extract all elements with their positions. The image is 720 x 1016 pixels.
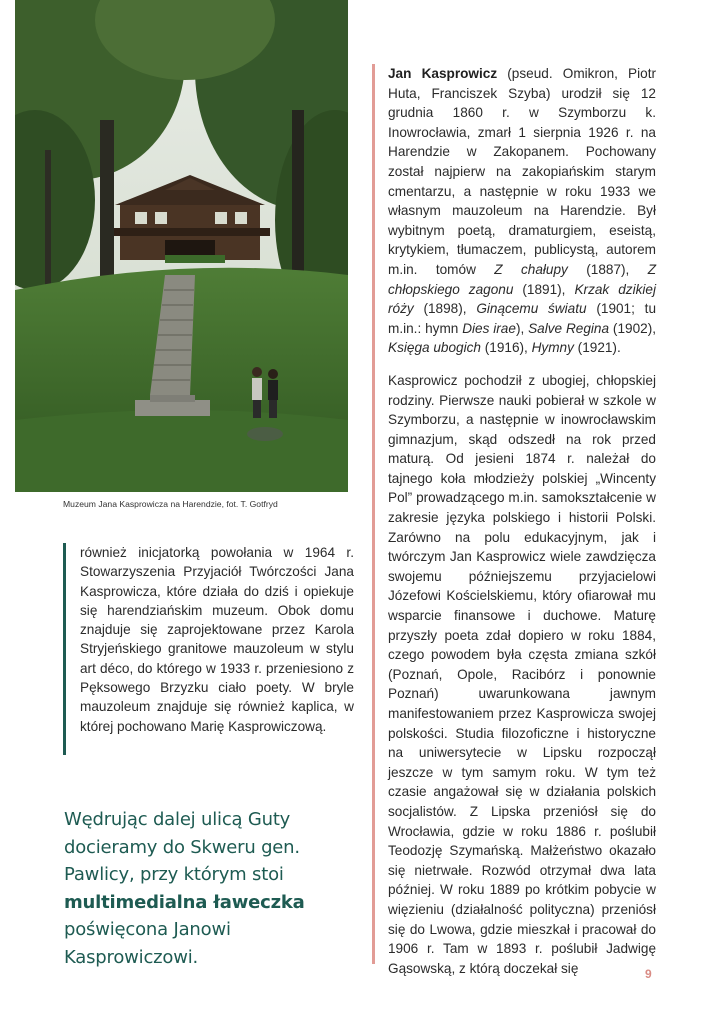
text-span: (pseud. Omikron, Piotr Huta, Franciszek Szyba) urodził się 12 grudnia 1860 r. w Szymborzu k. Inowrocławia, zmarł 1 sierpnia 1926 r. na Harendzie w Zakopanem. Pochowany został najpierw na zakopiańskim starym cmentarzu, a następnie w roku 1933 we własnym mauzoleum na Harendzie. Był wybitnym poetą, dramaturgiem, eseistą, krytykiem, tłumaczem, publicystą, autorem m.in. tomów	[388, 66, 656, 277]
book-title: Hymny	[531, 340, 574, 356]
left-paragraph: również inicjatorką powołania w 1964 r. Stowarzyszenia Przyjaciół Twórczości Jana Kasprowicza, które działa do dziś i opiekuje się harendziańskim muzeum. Obok domu znajduje się zaprojektowane przez Karola Stryjeńskiego granitowe mauzoleum w stylu art déco, do którego w 1933 r. przeniesiono z Pęksowego Brzyzku ciało poety. W bryle mauzoleum znajduje się również kaplica, w której pochowano Marię Kasprowiczową.	[80, 545, 354, 734]
right-accent-bar	[372, 64, 375, 964]
text-span: (1901; tu m.in.: hymn	[388, 301, 657, 336]
quote-bold: multimedialna ławeczka	[64, 891, 305, 913]
book-title: Z chałupy	[494, 261, 568, 277]
text-span: (1916),	[480, 340, 532, 356]
right-column-text	[388, 64, 656, 991]
book-title: Ginącemu światu	[476, 301, 587, 317]
biography-paragraph-1	[388, 64, 656, 358]
biography-paragraph-2: Kasprowicz pochodził z ubogiej, chłopskiej rodziny. Pierwsze nauki pobierał w szkole w Szymborzu, a następnie w inowrocławskim gimnazjum, skąd odszedł na rok przed maturą. Od jesieni 1874 r. należał do tajnego koła młodzieży polskiej „Wincenty Pol” prowadzącego m.in. samokształcenie w zakresie języka polskiego i historii Polski. Zarówno na polu edukacyjnym, jak i twórczym Jan Kasprowicz wiele zawdzięcza swojemu późniejszemu przyjacielowi Józefowi Kościelskiemu, który ofiarował mu wsparcie finansowe i duchowe. Maturę przyszły poeta zdał dopiero w roku 1884, czego powodem była częsta zmiana szkół (Poznań, Opole, Racibórz i ponownie Poznań) uwarunkowana jawnym manifestowaniem przez Kasprowicza swojej polskości. Studia filozoficzne i historyczne na uniwersytecie w Lipsku rozpoczął jeszcze w tym samym roku. W tym też czasie angażował się w działania polskich socjalistów. Z Lipska przeniósł się do Wrocławia, gdzie w roku 1886 r. poślubił Teodozję Szymańską. Małżeństwo okazało się nietrwałe. Rozwód otrzymał dwa lata później. W roku 1889 po krótkim pobycie w więzieniu (działalność polityczna) przeniósł się do Lwowa, gdzie mieszkał i pracował do 1906 r. Tam w 1893 r. poślubił Jadwigę Gąsowską, z którą doczekał się	[388, 372, 656, 976]
author-name: Jan Kasprowicz	[388, 66, 498, 81]
text-span: (1902),	[609, 320, 656, 336]
text-span: (1887),	[567, 261, 648, 277]
museum-photo	[15, 0, 348, 492]
text-span: (1891),	[513, 281, 575, 297]
text-span: ),	[515, 320, 529, 336]
text-span: (1898),	[413, 301, 477, 317]
quote-text-2: poświęcona Janowi Kasprowiczowi.	[64, 919, 231, 968]
photo-caption: Muzeum Jana Kasprowicza na Harendzie, fot. T. Gotfryd	[63, 499, 278, 509]
book-title: Salve Regina	[528, 320, 610, 336]
left-column-text	[64, 543, 354, 736]
text-span: (1921).	[573, 340, 621, 356]
quote-text-1: Wędrując dalej ulicą Guty docieramy do Skweru gen. Pawlicy, przy którym stoi	[64, 809, 300, 885]
page-number: 9	[645, 967, 652, 981]
book-title: Z chłopskiego zagonu	[388, 261, 657, 297]
book-title: Dies irae	[462, 320, 516, 336]
book-title: Księga ubogich	[388, 340, 481, 356]
pull-quote	[64, 806, 354, 971]
book-title: Krzak dzikiej róży	[388, 281, 656, 317]
